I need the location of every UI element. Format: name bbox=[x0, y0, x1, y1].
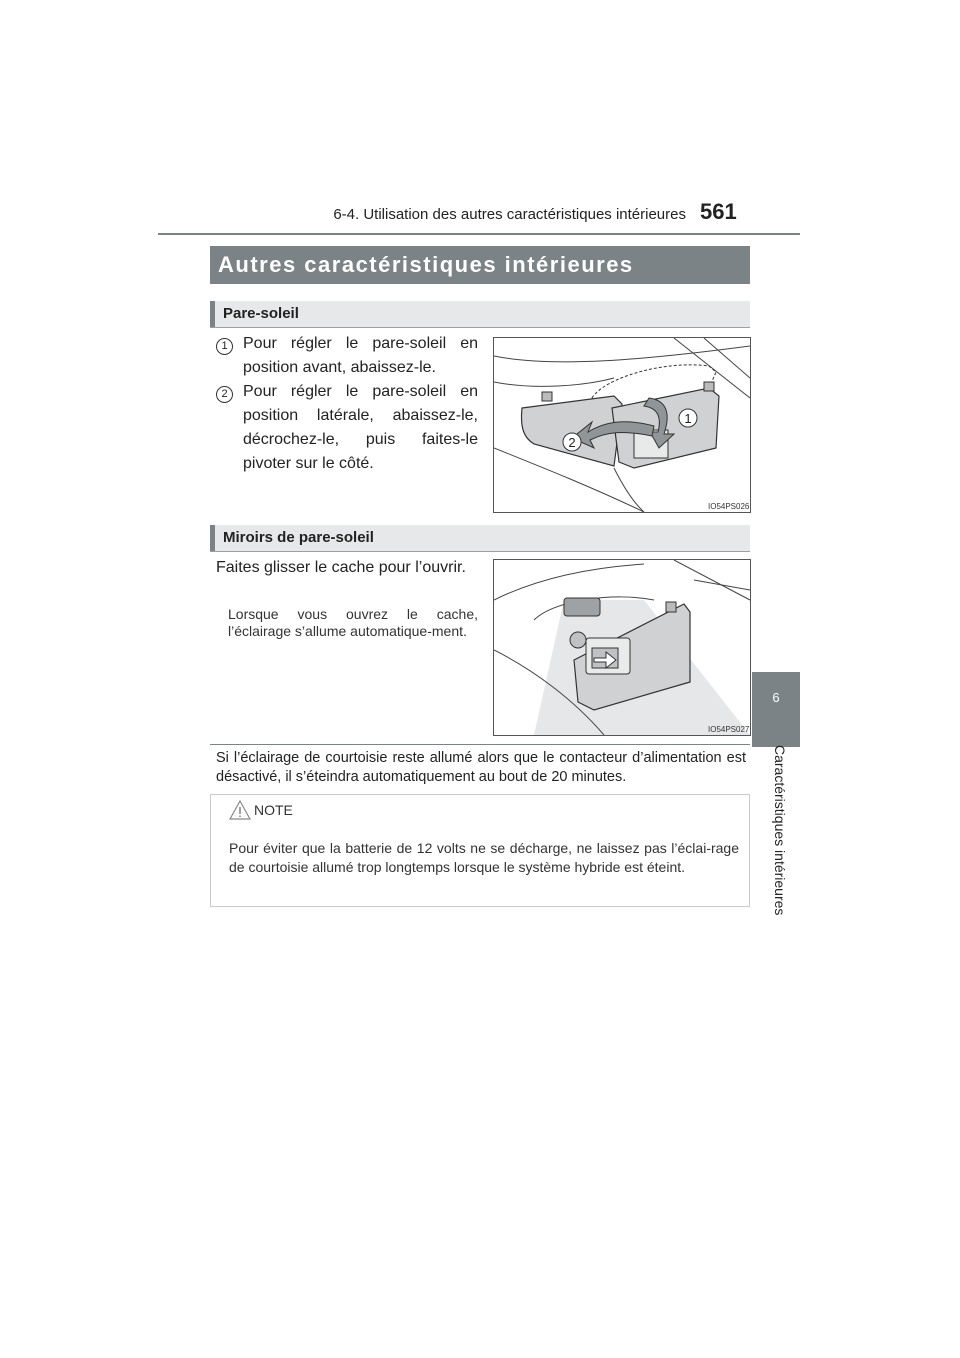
figure-code: IO54PS026 bbox=[708, 502, 750, 511]
step-number-1: 1 bbox=[216, 338, 233, 355]
mirror-instruction: Faites glisser le cache pour l’ouvrir. bbox=[216, 559, 466, 576]
notice-label: NOTE bbox=[254, 802, 293, 818]
page-number: 561 bbox=[700, 199, 737, 224]
page-title: Autres caractéristiques intérieures bbox=[210, 246, 750, 284]
running-header-section: 6-4. Utilisation des autres caractéristiques intérieures bbox=[333, 206, 686, 223]
notice-box bbox=[210, 794, 750, 907]
info-divider bbox=[210, 744, 750, 745]
section-heading-miroirs bbox=[210, 525, 750, 552]
notice-text: Pour éviter que la batterie de 12 volts ne se décharge, ne laissez pas l’éclai-rage de courtoisie allumé trop longtemps lorsque le système hybride est éteint. bbox=[229, 840, 739, 875]
mirror-note: Lorsque vous ouvrez le cache, l’éclairage s’allume automatique-ment. bbox=[228, 606, 478, 639]
section-heading-label: Pare-soleil bbox=[223, 305, 299, 322]
chapter-number: 6 bbox=[772, 690, 780, 705]
vanity-mirror-illustration bbox=[494, 560, 750, 735]
header-rule bbox=[158, 233, 800, 235]
step-text-2: Pour régler le pare-soleil en position latérale, abaissez-le, décrochez-le, puis faites-le pivoter sur le côté. bbox=[243, 383, 478, 472]
sun-visor-figure bbox=[493, 337, 751, 513]
step-text-1: Pour régler le pare-soleil en position avant, abaissez-le. bbox=[243, 335, 478, 376]
step-number-2: 2 bbox=[216, 386, 233, 403]
section-heading-pare-soleil bbox=[210, 301, 750, 328]
figure-code: IO54PS027 bbox=[708, 725, 750, 734]
vanity-mirror-figure bbox=[493, 559, 751, 736]
warning-triangle-icon bbox=[229, 800, 251, 820]
info-text: Si l’éclairage de courtoisie reste allumé alors que le contacteur d’alimentation est désactivé, il s’éteindra automatiquement au bout de 20 minutes. bbox=[216, 750, 746, 785]
chapter-title: Caractéristiques intérieures bbox=[772, 745, 788, 916]
figure-callout-1: 1 bbox=[684, 411, 692, 426]
section-heading-bar bbox=[210, 525, 215, 551]
section-heading-bar bbox=[210, 301, 215, 327]
section-heading-label: Miroirs de pare-soleil bbox=[223, 529, 374, 546]
chapter-tab bbox=[752, 672, 800, 747]
figure-callout-2: 2 bbox=[568, 435, 576, 450]
sun-visor-illustration bbox=[494, 338, 750, 512]
notice-header bbox=[211, 795, 749, 825]
